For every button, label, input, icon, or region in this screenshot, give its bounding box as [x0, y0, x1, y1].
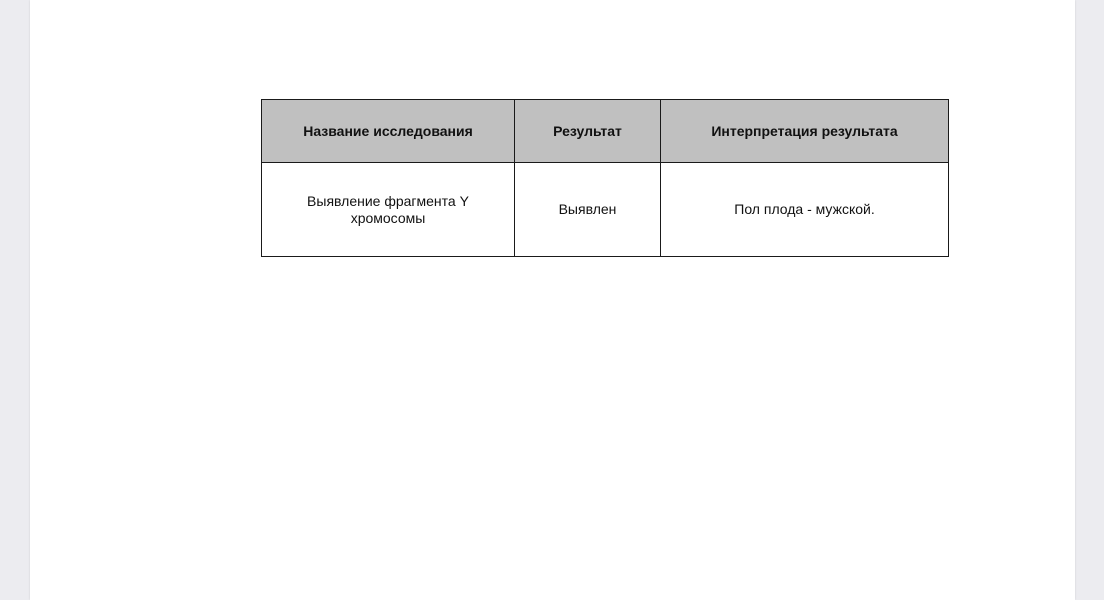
document-page [30, 0, 1075, 600]
header-interpretation: Интерпретация результата [661, 100, 949, 163]
table-row [262, 163, 949, 257]
cell-test-name: Выявление фрагмента Y хромосомы [262, 163, 515, 257]
table-header-row [262, 100, 949, 163]
cell-interpretation: Пол плода - мужской. [661, 163, 949, 257]
header-result: Результат [515, 100, 661, 163]
results-table [261, 99, 949, 257]
header-test-name: Название исследования [262, 100, 515, 163]
cell-result: Выявлен [515, 163, 661, 257]
